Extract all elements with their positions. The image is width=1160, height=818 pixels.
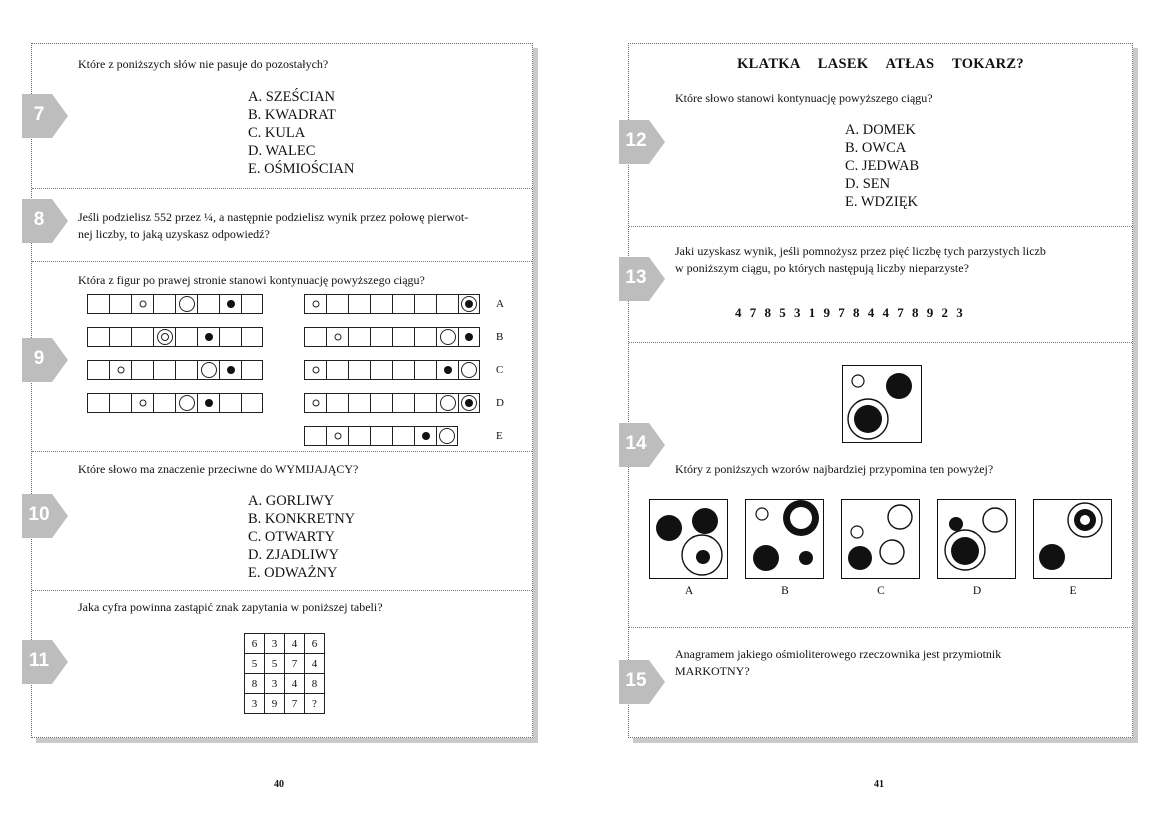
table-cell: 7 <box>285 654 305 674</box>
figure-cell <box>304 327 326 347</box>
number-sequence: 4 7 8 5 3 1 9 7 8 4 4 7 8 9 2 3 <box>735 305 964 320</box>
question-number-badge: 7 <box>22 94 68 138</box>
table-cell: 7 <box>285 694 305 714</box>
question-11 <box>28 590 532 737</box>
option-a: A. SZEŚCIAN <box>248 89 336 105</box>
figure-cell <box>326 327 348 347</box>
right-page <box>625 43 1133 738</box>
option-d: D. ZJADLIWY <box>248 547 340 563</box>
figure-cell <box>197 327 219 347</box>
table-cell: 9 <box>265 694 285 714</box>
option-a: A. GORLIWY <box>248 493 335 509</box>
table-row <box>245 694 325 714</box>
question-13 <box>625 226 1132 343</box>
dot-circle-icon <box>227 366 235 374</box>
table-row <box>245 674 325 694</box>
question-text: Które z poniższych słów nie pasuje do pozostałych? <box>78 57 329 71</box>
figure-cell <box>326 393 348 413</box>
table-cell: 5 <box>265 654 285 674</box>
figure-cell <box>219 294 241 314</box>
option-c: C. KULA <box>248 125 306 141</box>
figure-cell <box>414 426 436 446</box>
question-text: Jeśli podzielisz 552 przez ¼, a następnie podzielisz wynik przez połowę pierwot- nej liczby, to jaką uzyskasz odpowiedź? <box>78 210 469 241</box>
figure-cell <box>197 360 219 380</box>
figure-cell <box>326 426 348 446</box>
question-number-badge: 12 <box>619 120 665 164</box>
figure-cell <box>436 360 458 380</box>
option-b: B. OWCA <box>845 140 907 156</box>
question-text: Które słowo stanowi kontynuację powyższego ciągu? <box>675 91 933 105</box>
question-10 <box>28 451 532 591</box>
table-row <box>245 634 325 654</box>
pattern-b-shapes <box>746 500 822 577</box>
question-text: Jaki uzyskasz wynik, jeśli pomnożysz przez pięć liczbę tych parzystych liczb w poniższym ciągu, po których następują liczby nieparzyste? <box>675 244 1046 275</box>
option-d: D. SEN <box>845 176 891 192</box>
figure-cell <box>153 294 175 314</box>
option-a: A. DOMEK <box>845 122 916 138</box>
small-circle-icon <box>334 334 341 341</box>
pattern-label-e: E <box>1069 585 1077 597</box>
small-circle-icon <box>139 400 146 407</box>
page-number-left: 40 <box>274 779 284 790</box>
figure-cell <box>131 327 153 347</box>
figure-cell <box>326 294 348 314</box>
figure-cell <box>370 393 392 413</box>
figure-cell <box>348 360 370 380</box>
pattern-option-b[interactable] <box>745 499 824 579</box>
table-cell: 3 <box>265 674 285 694</box>
big-circle-icon <box>201 362 217 378</box>
pattern-option-a[interactable] <box>649 499 728 579</box>
big-circle-icon <box>440 395 456 411</box>
option-b: B. KWADRAT <box>248 107 336 123</box>
dot-circle-icon <box>205 399 213 407</box>
answer-options <box>248 492 355 582</box>
figure-cell <box>241 327 263 347</box>
figure-cell <box>370 360 392 380</box>
answer-row-c[interactable] <box>304 360 480 380</box>
question-text: Które słowo ma znaczenie przeciwne do WYMIJAJĄCY? <box>78 462 359 476</box>
ring-circle-icon <box>157 329 173 345</box>
figure-cell <box>414 327 436 347</box>
table-cell: ? <box>305 694 325 714</box>
figure-cell <box>458 360 480 380</box>
figure-cell <box>109 327 131 347</box>
answer-options <box>845 121 919 211</box>
answer-label-e: E <box>496 430 503 442</box>
question-number-badge: 15 <box>619 660 665 704</box>
table-cell: 8 <box>305 674 325 694</box>
answer-label-b: B <box>496 331 504 343</box>
pattern-label-d: D <box>972 585 982 597</box>
dot-circle-icon <box>422 432 430 440</box>
question-12 <box>625 44 1132 226</box>
big-circle-icon <box>461 362 477 378</box>
small-circle-icon <box>139 301 146 308</box>
figure-cell <box>348 294 370 314</box>
option-b: B. KONKRETNY <box>248 511 356 527</box>
figure-cell <box>348 327 370 347</box>
big-circle-icon <box>179 395 195 411</box>
table-cell: 5 <box>245 654 265 674</box>
figure-cell <box>370 327 392 347</box>
question-number-badge: 13 <box>619 257 665 301</box>
target-circle-icon <box>461 296 477 312</box>
figure-cell <box>175 393 197 413</box>
small-circle-icon <box>312 367 319 374</box>
question-number-badge: 10 <box>22 494 68 538</box>
question-9 <box>32 261 532 452</box>
figure-cell <box>131 393 153 413</box>
sequence-row-2 <box>87 327 263 347</box>
figure-cell <box>131 360 153 380</box>
question-text: Która z figur po prawej stronie stanowi kontynuację powyższego ciągu? <box>78 273 425 287</box>
left-page <box>28 43 533 738</box>
figure-cell <box>414 360 436 380</box>
answer-label-d: D <box>496 397 504 409</box>
figure-cell <box>370 294 392 314</box>
pattern-a-shapes <box>650 500 726 577</box>
big-circle-icon <box>440 329 456 345</box>
figure-cell <box>241 294 263 314</box>
question-14 <box>625 342 1132 628</box>
figure-cell <box>87 393 109 413</box>
small-circle-icon <box>334 433 341 440</box>
figure-cell <box>370 426 392 446</box>
table-cell: 4 <box>285 674 305 694</box>
question-7 <box>32 44 532 188</box>
figure-cell <box>109 360 131 380</box>
question-8 <box>32 188 532 262</box>
sequence-row-3 <box>87 360 263 380</box>
pattern-d-shapes <box>938 500 1014 577</box>
big-circle-icon <box>179 296 195 312</box>
table-row <box>245 654 325 674</box>
option-c: C. OTWARTY <box>248 529 335 545</box>
table-cell: 6 <box>305 634 325 654</box>
answer-row-a[interactable] <box>304 294 480 314</box>
dot-circle-icon <box>465 333 473 341</box>
figure-cell <box>414 294 436 314</box>
figure-cell <box>326 360 348 380</box>
figure-cell <box>241 360 263 380</box>
pattern-e-shapes <box>1034 500 1110 577</box>
question-number-badge: 11 <box>22 640 68 684</box>
figure-cell <box>458 393 480 413</box>
figure-cell <box>153 393 175 413</box>
big-circle-icon <box>439 428 455 444</box>
figure-cell <box>197 294 219 314</box>
figure-cell <box>392 393 414 413</box>
question-text: Anagramem jakiego ośmioliterowego rzeczownika jest przymiotnik MARKOTNY? <box>675 647 1002 678</box>
figure-cell <box>304 393 326 413</box>
dot-circle-icon <box>444 366 452 374</box>
figure-cell <box>458 327 480 347</box>
pattern-label-a: A <box>684 585 694 597</box>
table-cell: 6 <box>245 634 265 654</box>
figure-cell <box>304 294 326 314</box>
figure-cell <box>392 327 414 347</box>
figure-cell <box>304 426 326 446</box>
question-15 <box>625 627 1132 737</box>
question-number-badge: 8 <box>22 199 68 243</box>
figure-cell <box>219 360 241 380</box>
question-text: Jaka cyfra powinna zastąpić znak zapytania w poniższej tabeli? <box>78 600 383 614</box>
pattern-c-shapes <box>842 500 918 577</box>
pattern-label-b: B <box>781 585 789 597</box>
figure-cell <box>109 393 131 413</box>
figure-cell <box>87 294 109 314</box>
answer-label-c: C <box>496 364 504 376</box>
sequence-row-4 <box>87 393 263 413</box>
figure-cell <box>436 327 458 347</box>
pattern-label-c: C <box>877 585 885 597</box>
table-cell: 4 <box>305 654 325 674</box>
figure-cell <box>436 294 458 314</box>
figure-cell <box>392 360 414 380</box>
answer-options <box>248 88 354 178</box>
answer-row-b[interactable] <box>304 327 480 347</box>
figure-cell <box>392 294 414 314</box>
option-d: D. WALEC <box>248 143 316 159</box>
question-number-badge: 9 <box>22 338 68 382</box>
target-pattern <box>842 365 922 443</box>
option-e: E. OŚMIOŚCIAN <box>248 161 355 177</box>
figure-cell <box>348 426 370 446</box>
figure-cell <box>153 327 175 347</box>
figure-cell <box>414 393 436 413</box>
sequence-row-1 <box>87 294 263 314</box>
table-cell: 8 <box>245 674 265 694</box>
figure-cell <box>197 393 219 413</box>
small-circle-icon <box>312 400 319 407</box>
target-circle-icon <box>461 395 477 411</box>
figure-cell <box>87 327 109 347</box>
answer-row-e[interactable] <box>304 426 458 446</box>
figure-cell <box>348 393 370 413</box>
option-e: E. WDZIĘK <box>845 194 919 210</box>
figure-cell <box>436 393 458 413</box>
target-pattern-shapes <box>843 366 920 441</box>
small-circle-icon <box>117 367 124 374</box>
pattern-option-d[interactable] <box>937 499 1016 579</box>
table-cell: 3 <box>265 634 285 654</box>
question-number-badge: 14 <box>619 423 665 467</box>
page-number-right: 41 <box>874 779 884 790</box>
figure-cell <box>219 327 241 347</box>
figure-cell <box>436 426 458 446</box>
pattern-option-e[interactable] <box>1033 499 1112 579</box>
figure-cell <box>219 393 241 413</box>
dot-circle-icon <box>227 300 235 308</box>
figure-cell <box>153 360 175 380</box>
dot-circle-icon <box>205 333 213 341</box>
figure-cell <box>304 360 326 380</box>
figure-cell <box>109 294 131 314</box>
word-sequence-heading: KLATKA LASEK ATŁAS TOKARZ? <box>737 56 1024 72</box>
figure-cell <box>458 294 480 314</box>
figure-cell <box>87 360 109 380</box>
table-cell: 3 <box>245 694 265 714</box>
figure-cell <box>175 294 197 314</box>
pattern-option-c[interactable] <box>841 499 920 579</box>
table-cell: 4 <box>285 634 305 654</box>
question-text: Który z poniższych wzorów najbardziej przypomina ten powyżej? <box>675 462 994 476</box>
small-circle-icon <box>312 301 319 308</box>
answer-row-d[interactable] <box>304 393 480 413</box>
number-table <box>244 633 325 714</box>
figure-cell <box>241 393 263 413</box>
figure-cell <box>131 294 153 314</box>
answer-label-a: A <box>496 298 504 310</box>
figure-cell <box>392 426 414 446</box>
figure-cell <box>175 360 197 380</box>
figure-cell <box>175 327 197 347</box>
option-c: C. JEDWAB <box>845 158 920 174</box>
option-e: E. ODWAŻNY <box>248 565 338 581</box>
